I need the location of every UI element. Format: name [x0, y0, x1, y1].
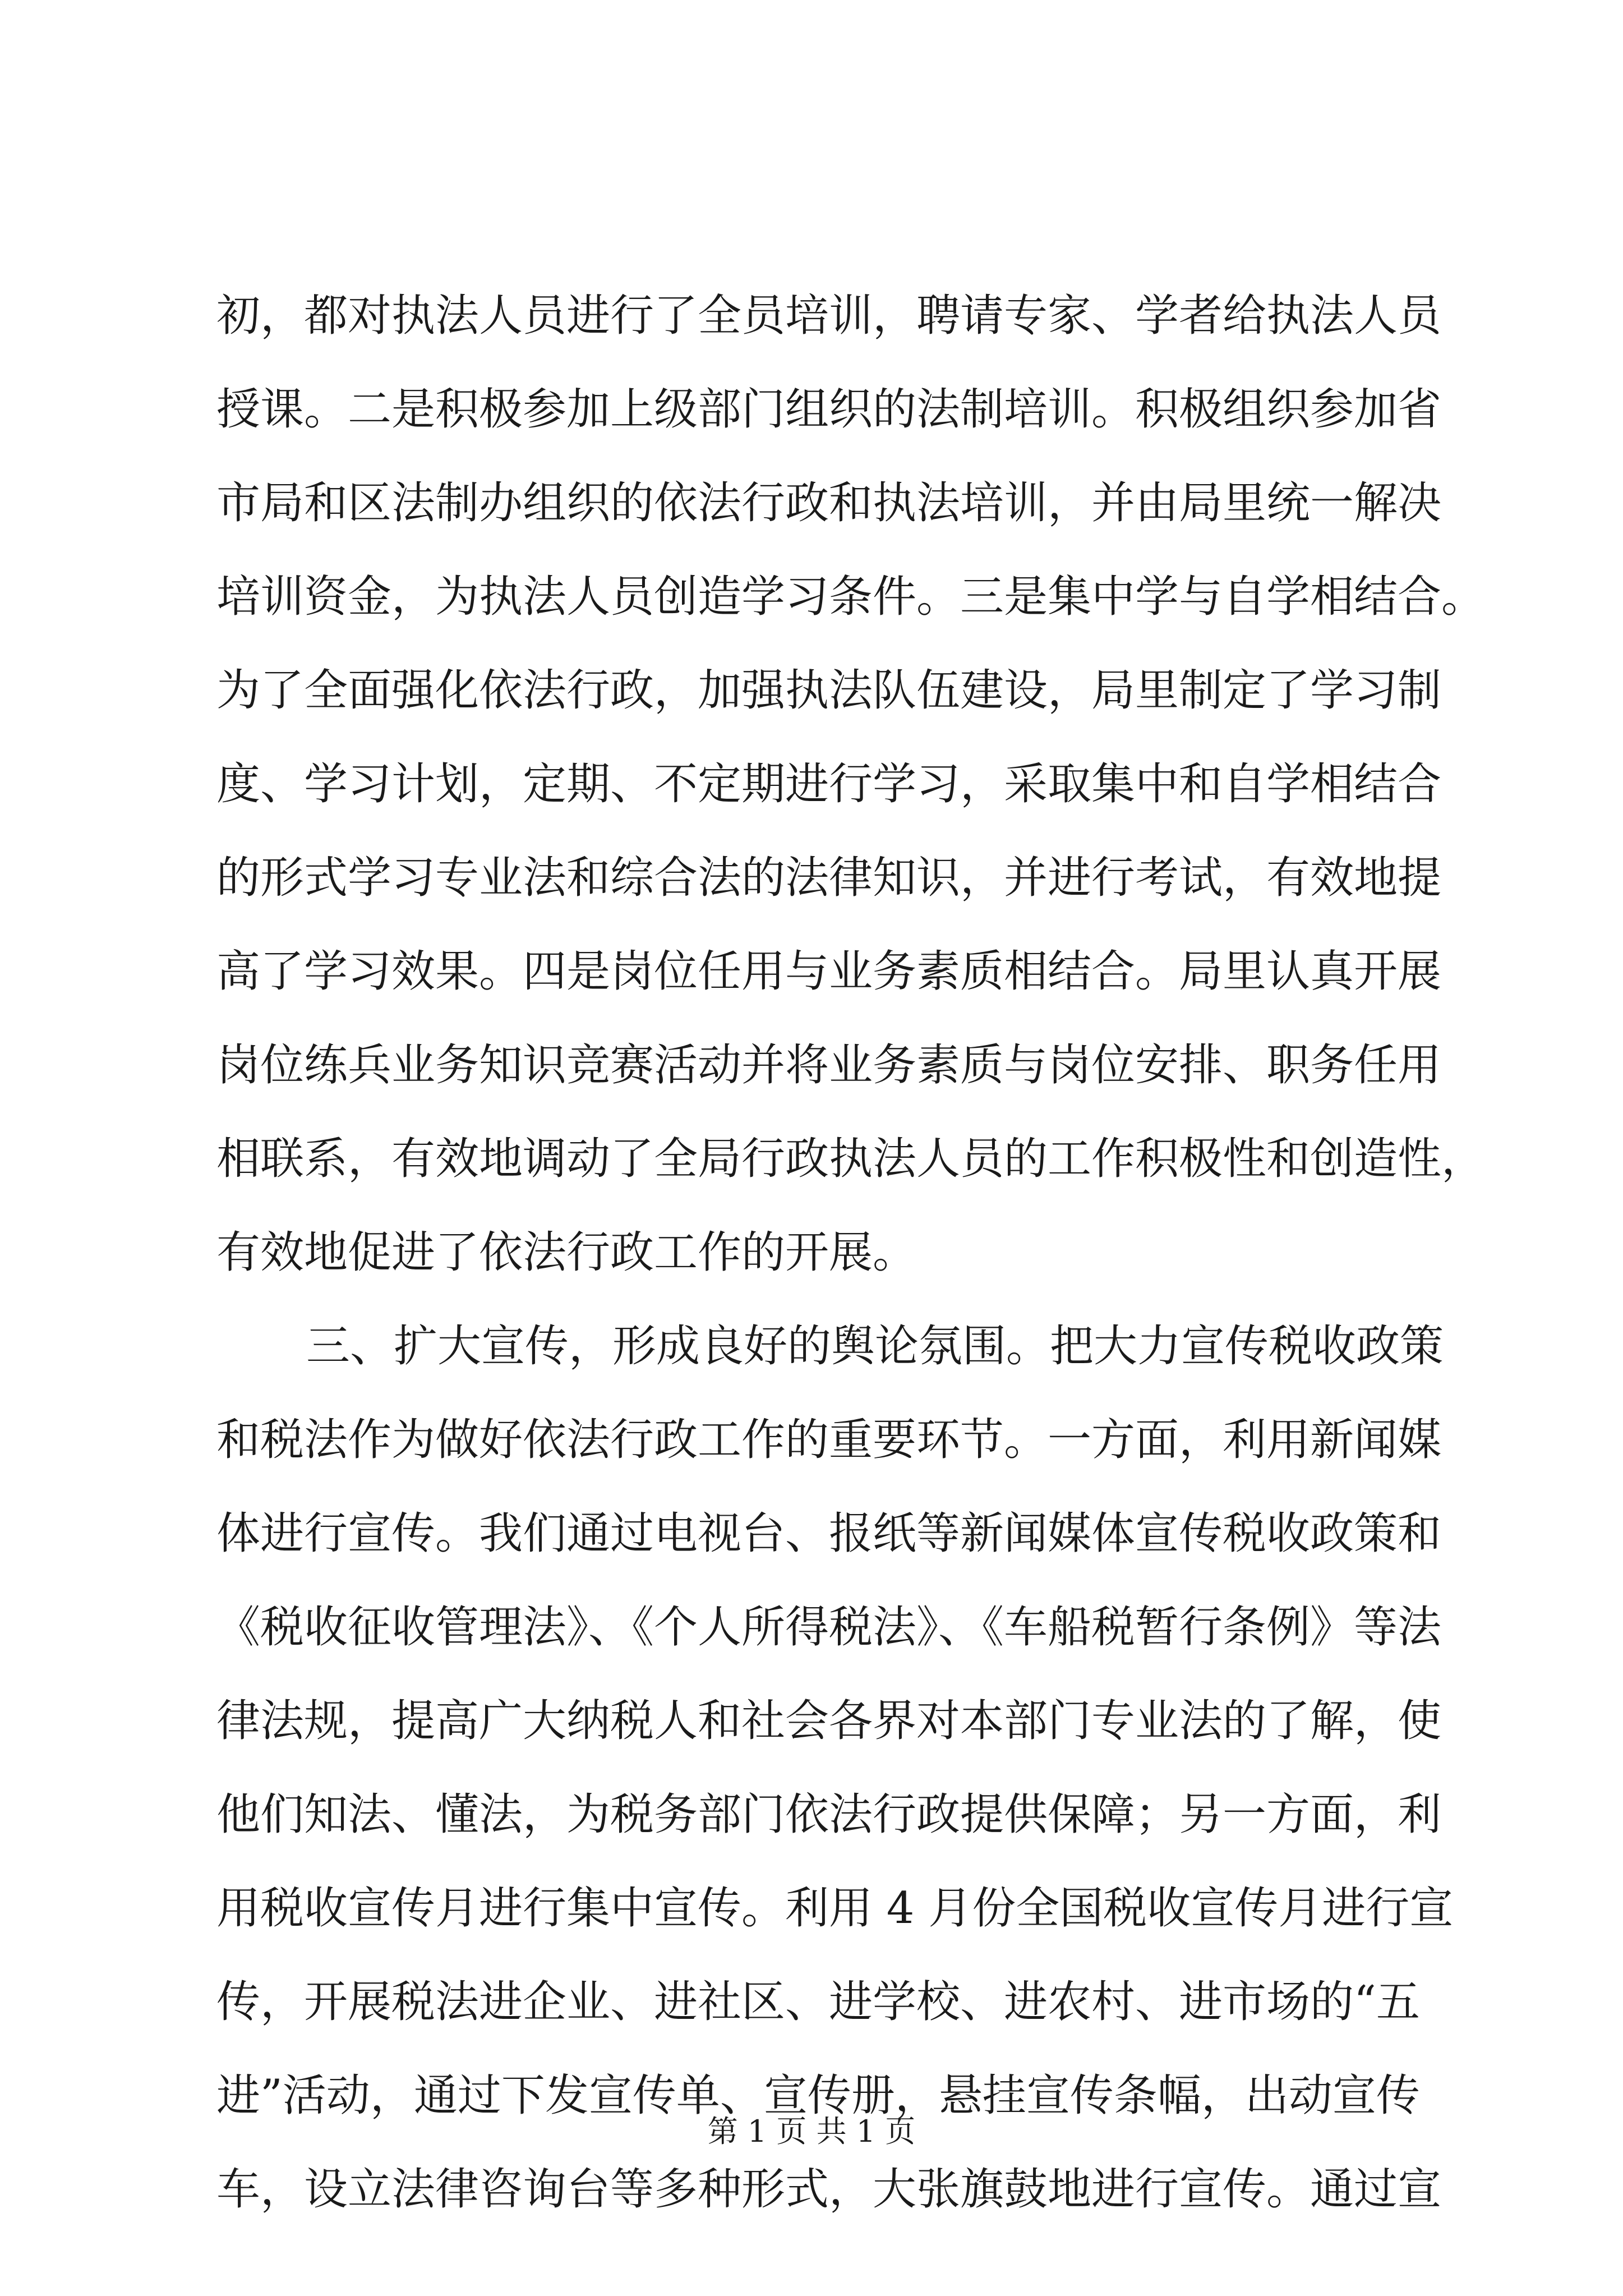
text-line: 岗位练兵业务知识竞赛活动并将业务素质与岗位安排、职务任用 — [216, 1040, 1442, 1091]
paragraph-1 — [216, 269, 1486, 1300]
text-line: 初，都对执法人员进行了全员培训，聘请专家、学者给执法人员 — [216, 291, 1442, 341]
text-line: 三、扩大宣传，形成良好的舆论氛围。把大力宣传税收政策 — [306, 1321, 1444, 1372]
text-line: 市局和区法制办组织的依法行政和执法培训，并由局里统一解决 — [216, 478, 1442, 528]
text-line: 传，开展税法进企业、进社区、进学校、进农村、进市场的“五 — [216, 1977, 1420, 2027]
text-line: 有效地促进了依法行政工作的开展。 — [216, 1227, 917, 1278]
text-line: 用税收宣传月进行集中宣传。利用 4 月份全国税收宣传月进行宣 — [216, 1883, 1454, 1934]
text-line: 体进行宣传。我们通过电视台、报纸等新闻媒体宣传税收政策和 — [216, 1508, 1442, 1559]
text-line: 车，设立法律咨询台等多种形式，大张旗鼓地进行宣传。通过宣 — [216, 2164, 1442, 2215]
text-line: 的形式学习专业法和综合法的法律知识，并进行考试，有效地提 — [216, 853, 1442, 903]
text-line: 授课。二是积极参加上级部门组织的法制培训。积极组织参加省 — [216, 384, 1442, 435]
text-line: 度、学习计划，定期、不定期进行学习，采取集中和自学相结合 — [216, 759, 1442, 809]
text-line: 他们知法、懂法，为税务部门依法行政提供保障；另一方面，利 — [216, 1789, 1442, 1840]
text-line: 和税法作为做好依法行政工作的重要环节。一方面，利用新闻媒 — [216, 1415, 1442, 1465]
text-line: 《税收征收管理法》、《个人所得税法》、《车船税暂行条例》等法 — [216, 1602, 1442, 1653]
text-line: 进”活动，通过下发宣传单、宣传册，悬挂宣传条幅，出动宣传 — [216, 2070, 1420, 2121]
text-line: 为了全面强化依法行政，加强执法队伍建设，局里制定了学习制 — [216, 665, 1442, 716]
paragraph-2 — [216, 1300, 1454, 2237]
text-line: 律法规，提高广大纳税人和社会各界对本部门专业法的了解，使 — [216, 1696, 1442, 1746]
text-line: 高了学习效果。四是岗位任用与业务素质相结合。局里认真开展 — [216, 946, 1442, 997]
body-text — [216, 269, 1486, 2237]
text-line: 相联系，有效地调动了全局行政执法人员的工作积极性和创造性， — [216, 1134, 1486, 1184]
page-footer: 第 1 页 共 1 页 — [707, 2114, 916, 2149]
text-line: 培训资金，为执法人员创造学习条件。三是集中学与自学相结合。 — [216, 572, 1486, 622]
